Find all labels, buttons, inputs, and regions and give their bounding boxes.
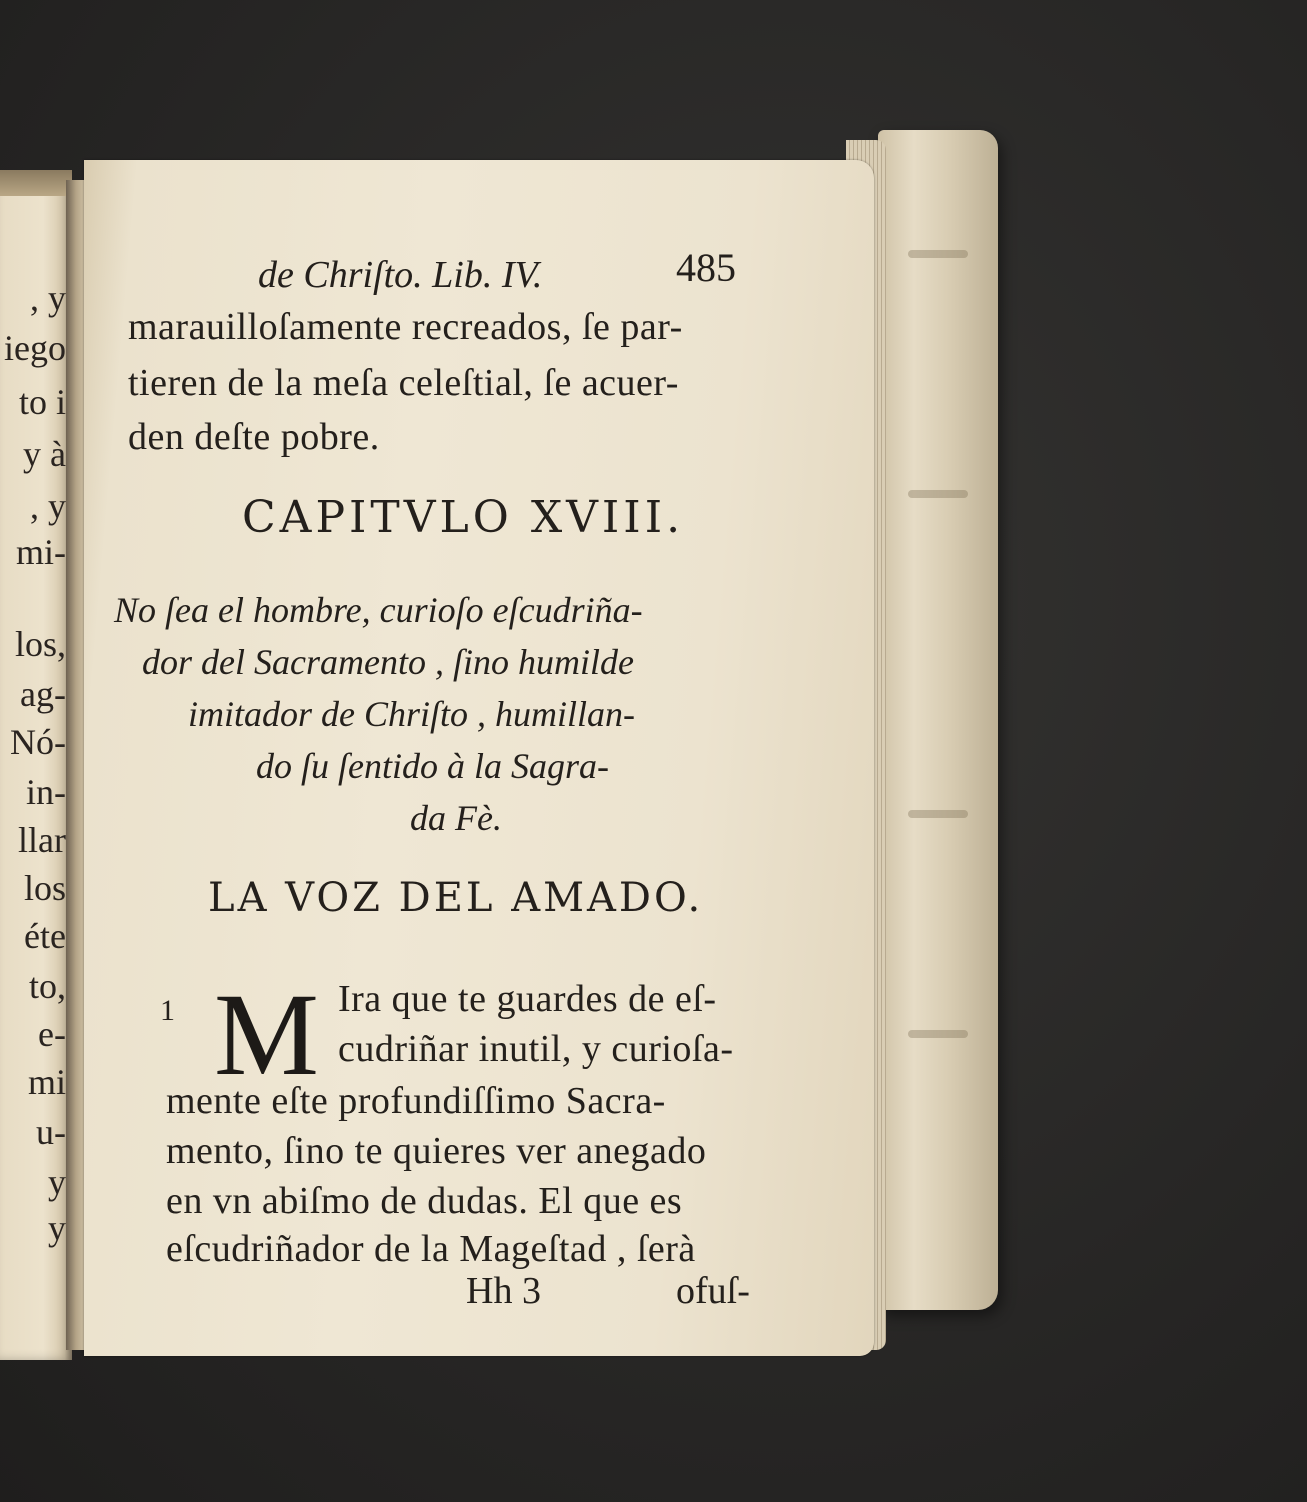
- left-page-fragment: mi-: [16, 532, 66, 572]
- text-line: mente eſte profundiſſimo Sacra-: [166, 1080, 666, 1122]
- left-page-fragment: e-: [38, 1014, 66, 1054]
- text-line: cudriñar inutil, y curioſa-: [338, 1028, 734, 1070]
- left-page-fragment: los,: [14, 624, 66, 664]
- left-page-fragment: to,: [28, 966, 66, 1006]
- left-page-fragment: y: [48, 1208, 66, 1248]
- chapter-summary-line: imitador de Chriſto , humillan-: [188, 694, 636, 734]
- drop-cap: M: [214, 969, 319, 1100]
- running-head: de Chriſto. Lib. IV.: [258, 254, 543, 296]
- left-page-fragment: Nó-: [10, 722, 66, 762]
- left-page-edge: [0, 170, 72, 1360]
- text-line: marauilloſamente recreados, ſe par-: [128, 306, 683, 348]
- left-page-fragment: in-: [26, 772, 66, 812]
- cover-crease: [908, 1030, 968, 1038]
- left-page-fragment: éte: [24, 916, 66, 956]
- left-page-fragment: to i: [18, 382, 66, 422]
- left-page-fragment: los: [23, 868, 66, 908]
- left-page-fragment: mi: [27, 1062, 66, 1102]
- vellum-cover: [878, 130, 998, 1310]
- catchword: ofuſ-: [676, 1270, 750, 1312]
- text-line: mento, ſino te quieres ver anegado: [166, 1130, 707, 1172]
- text-line: Ira que te guardes de eſ-: [338, 978, 717, 1020]
- page-number: 485: [676, 245, 736, 290]
- chapter-summary-line: do ſu ſentido à la Sagra-: [256, 746, 609, 786]
- left-page-fragment: y: [48, 1162, 66, 1202]
- left-page-fragment: ag-: [20, 674, 66, 714]
- left-page-fragment: u-: [36, 1112, 66, 1152]
- text-line: en vn abiſmo de dudas. El que es: [166, 1180, 683, 1222]
- cover-crease: [908, 250, 968, 258]
- chapter-summary-line: No ſea el hombre, curioſo eſcudriña-: [114, 590, 643, 630]
- left-page-fragment: y à: [23, 434, 66, 474]
- text-line: eſcudriñador de la Mageſtad , ſerà: [166, 1228, 696, 1270]
- left-page-fragment: llar: [18, 820, 66, 860]
- left-page-fragment: iego: [4, 328, 66, 368]
- left-page-fragment: , y: [30, 486, 66, 526]
- cover-crease: [908, 490, 968, 498]
- chapter-summary-line: dor del Sacramento , ſino humilde: [142, 642, 634, 682]
- chapter-title: CAPITVLO XVIII.: [242, 492, 685, 543]
- text-line: tieren de la meſa celeſtial, ſe acuer-: [128, 362, 679, 404]
- verse-number: 1: [160, 994, 175, 1027]
- left-page-binding-band: [0, 170, 72, 196]
- left-page-fragment: , y: [30, 278, 66, 318]
- cover-crease: [908, 810, 968, 818]
- signature-mark: Hh 3: [466, 1270, 541, 1312]
- right-page: [84, 160, 874, 1356]
- text-line: den deſte pobre.: [128, 416, 380, 458]
- section-title: LA VOZ DEL AMADO.: [208, 875, 704, 921]
- chapter-summary-line: da Fè.: [410, 798, 502, 838]
